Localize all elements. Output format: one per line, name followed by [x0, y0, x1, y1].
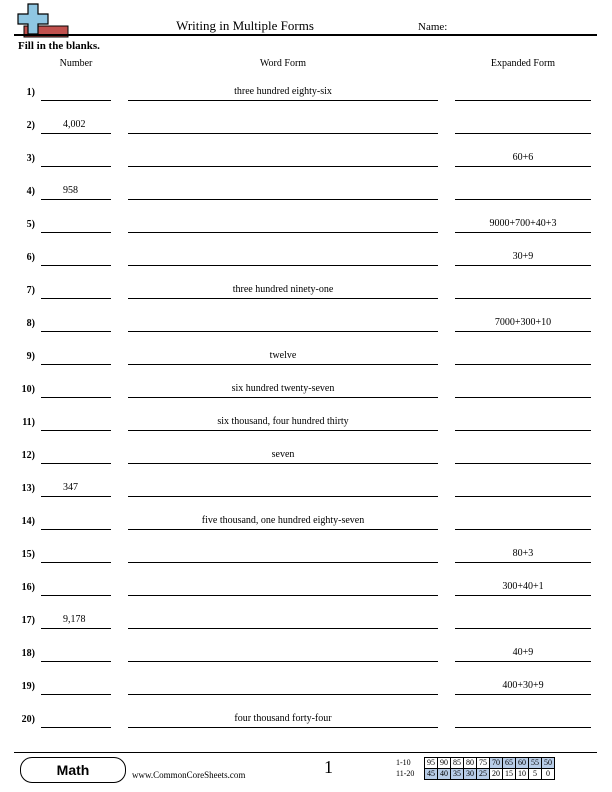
website-link[interactable]: www.CommonCoreSheets.com: [132, 770, 246, 780]
problem-number: 14): [21, 516, 35, 527]
plus-logo-icon: [14, 2, 70, 38]
instructions: Fill in the blanks.: [18, 40, 100, 52]
problem-number: 17): [21, 615, 35, 626]
score-cell: 10: [516, 769, 529, 780]
problem-row: [0, 170, 612, 203]
number-blank[interactable]: [41, 298, 111, 299]
score-cell: 65: [503, 758, 516, 769]
number-blank[interactable]: [41, 694, 111, 695]
score-table: [396, 757, 555, 780]
number-value: 9,178: [63, 614, 86, 625]
problem-number: 20): [21, 714, 35, 725]
expanded-form-blank[interactable]: [455, 199, 591, 200]
score-cell: 45: [425, 769, 438, 780]
problem-row: [0, 599, 612, 632]
number-value: 347: [63, 482, 78, 493]
problem-number: 15): [21, 549, 35, 560]
word-form-value: four thousand forty-four: [234, 713, 332, 724]
problem-row: [0, 368, 612, 401]
expanded-form-value: 30+9: [512, 251, 534, 262]
expanded-form-blank[interactable]: [455, 647, 591, 662]
number-blank[interactable]: [41, 232, 111, 233]
score-cell: 40: [438, 769, 451, 780]
number-blank[interactable]: [41, 727, 111, 728]
expanded-form-blank[interactable]: [455, 251, 591, 266]
word-form-blank[interactable]: [128, 133, 438, 134]
expanded-form-value: 9000+700+40+3: [489, 218, 557, 229]
footer-divider: [14, 752, 597, 753]
score-cell: 60: [516, 758, 529, 769]
score-cell: 50: [542, 758, 555, 769]
problem-number: 19): [21, 681, 35, 692]
problem-number: 3): [26, 153, 35, 164]
score-cell: 35: [451, 769, 464, 780]
word-form-value: twelve: [269, 350, 297, 361]
expanded-form-blank[interactable]: [455, 496, 591, 497]
problem-number: 4): [26, 186, 35, 197]
word-form-blank[interactable]: [128, 383, 438, 398]
expanded-form-blank[interactable]: [455, 628, 591, 629]
number-blank[interactable]: [41, 331, 111, 332]
expanded-form-blank[interactable]: [455, 430, 591, 431]
word-form-blank[interactable]: [128, 232, 438, 233]
problem-row: [0, 632, 612, 665]
problem-row: [0, 269, 612, 302]
number-blank[interactable]: [41, 119, 111, 134]
number-blank[interactable]: [41, 614, 111, 629]
problem-number: 6): [26, 252, 35, 263]
word-form-value: five thousand, one hundred eighty-seven: [201, 515, 365, 526]
problem-row: [0, 665, 612, 698]
expanded-form-blank[interactable]: [455, 397, 591, 398]
word-form-blank[interactable]: [128, 166, 438, 167]
word-form-blank[interactable]: [128, 449, 438, 464]
number-blank[interactable]: [41, 364, 111, 365]
number-blank[interactable]: [41, 562, 111, 563]
page-number: 1: [324, 757, 333, 777]
problem-row: [0, 335, 612, 368]
expanded-form-blank[interactable]: [455, 133, 591, 134]
problem-number: 2): [26, 120, 35, 131]
expanded-form-blank[interactable]: [455, 317, 591, 332]
problem-row: [0, 71, 612, 104]
problem-number: 16): [21, 582, 35, 593]
problem-number: 10): [21, 384, 35, 395]
problem-row: [0, 533, 612, 566]
problem-number: 8): [26, 318, 35, 329]
problem-number: 11): [22, 417, 35, 428]
score-cell: 20: [490, 769, 503, 780]
number-blank[interactable]: [41, 166, 111, 167]
problem-number: 1): [26, 87, 35, 98]
word-form-value: six hundred twenty-seven: [231, 383, 335, 394]
score-cell: 5: [529, 769, 542, 780]
problem-number: 13): [21, 483, 35, 494]
expanded-form-blank[interactable]: [455, 529, 591, 530]
problem-row: [0, 434, 612, 467]
score-cell: 0: [542, 769, 555, 780]
column-header-word-form: Word Form: [259, 58, 307, 69]
number-blank[interactable]: [41, 529, 111, 530]
problem-number: 5): [26, 219, 35, 230]
score-cell: 90: [438, 758, 451, 769]
problem-row: [0, 203, 612, 236]
problem-row: [0, 401, 612, 434]
problem-number: 12): [21, 450, 35, 461]
number-value: 958: [63, 185, 78, 196]
score-row: [396, 769, 555, 780]
expanded-form-blank[interactable]: [455, 100, 591, 101]
problem-number: 18): [21, 648, 35, 659]
word-form-value: three hundred ninety-one: [232, 284, 334, 295]
expanded-form-value: 7000+300+10: [494, 317, 552, 328]
number-blank[interactable]: [41, 595, 111, 596]
word-form-blank[interactable]: [128, 416, 438, 431]
expanded-form-blank[interactable]: [455, 152, 591, 167]
word-form-value: three hundred eighty-six: [234, 86, 332, 97]
word-form-blank[interactable]: [128, 350, 438, 365]
expanded-form-blank[interactable]: [455, 298, 591, 299]
problem-row: [0, 698, 612, 731]
expanded-form-blank[interactable]: [455, 463, 591, 464]
score-cell: 30: [464, 769, 477, 780]
column-header-expanded-form: Expanded Form: [490, 58, 556, 69]
problem-number: 7): [26, 285, 35, 296]
score-row-label: 11-20: [396, 769, 415, 778]
expanded-form-blank[interactable]: [455, 364, 591, 365]
brand-badge: Math: [20, 757, 126, 783]
problem-number: 9): [26, 351, 35, 362]
expanded-form-value: 60+6: [512, 152, 534, 163]
problem-row: [0, 500, 612, 533]
expanded-form-blank[interactable]: [455, 548, 591, 563]
expanded-form-value: 300+40+1: [502, 581, 544, 592]
word-form-value: seven: [271, 449, 295, 460]
score-row-label: 1-10: [396, 758, 411, 767]
score-row: [396, 758, 555, 769]
word-form-blank[interactable]: [128, 562, 438, 563]
score-cell: 25: [477, 769, 490, 780]
score-cell: 15: [503, 769, 516, 780]
word-form-blank[interactable]: [128, 496, 438, 497]
word-form-blank[interactable]: [128, 86, 438, 101]
header-divider: [14, 34, 597, 36]
number-blank[interactable]: [41, 185, 111, 200]
name-label: Name:: [418, 21, 448, 33]
expanded-form-value: 80+3: [512, 548, 534, 559]
page-title: Writing in Multiple Forms: [176, 18, 314, 33]
word-form-blank[interactable]: [128, 661, 438, 662]
problem-row: [0, 137, 612, 170]
column-header-number: Number: [59, 58, 93, 69]
word-form-value: six thousand, four hundred thirty: [217, 416, 349, 427]
number-blank[interactable]: [41, 100, 111, 101]
score-cell: 95: [425, 758, 438, 769]
expanded-form-blank[interactable]: [455, 581, 591, 596]
score-cell: 70: [490, 758, 503, 769]
word-form-blank[interactable]: [128, 694, 438, 695]
problem-row: [0, 104, 612, 137]
word-form-blank[interactable]: [128, 199, 438, 200]
number-blank[interactable]: [41, 482, 111, 497]
problem-row: [0, 467, 612, 500]
expanded-form-blank[interactable]: [455, 727, 591, 728]
score-cell: 80: [464, 758, 477, 769]
problem-row: [0, 302, 612, 335]
score-cell: 85: [451, 758, 464, 769]
problem-row: [0, 236, 612, 269]
word-form-blank[interactable]: [128, 515, 438, 530]
expanded-form-blank[interactable]: [455, 680, 591, 695]
word-form-blank[interactable]: [128, 595, 438, 596]
score-cell: 55: [529, 758, 542, 769]
number-blank[interactable]: [41, 661, 111, 662]
number-blank[interactable]: [41, 397, 111, 398]
word-form-blank[interactable]: [128, 284, 438, 299]
number-blank[interactable]: [41, 463, 111, 464]
word-form-blank[interactable]: [128, 628, 438, 629]
word-form-blank[interactable]: [128, 265, 438, 266]
number-value: 4,002: [63, 119, 86, 130]
word-form-blank[interactable]: [128, 713, 438, 728]
expanded-form-blank[interactable]: [455, 218, 591, 233]
expanded-form-value: 40+9: [512, 647, 534, 658]
score-cell: 75: [477, 758, 490, 769]
expanded-form-value: 400+30+9: [502, 680, 544, 691]
problem-row: [0, 566, 612, 599]
number-blank[interactable]: [41, 265, 111, 266]
number-blank[interactable]: [41, 430, 111, 431]
word-form-blank[interactable]: [128, 331, 438, 332]
